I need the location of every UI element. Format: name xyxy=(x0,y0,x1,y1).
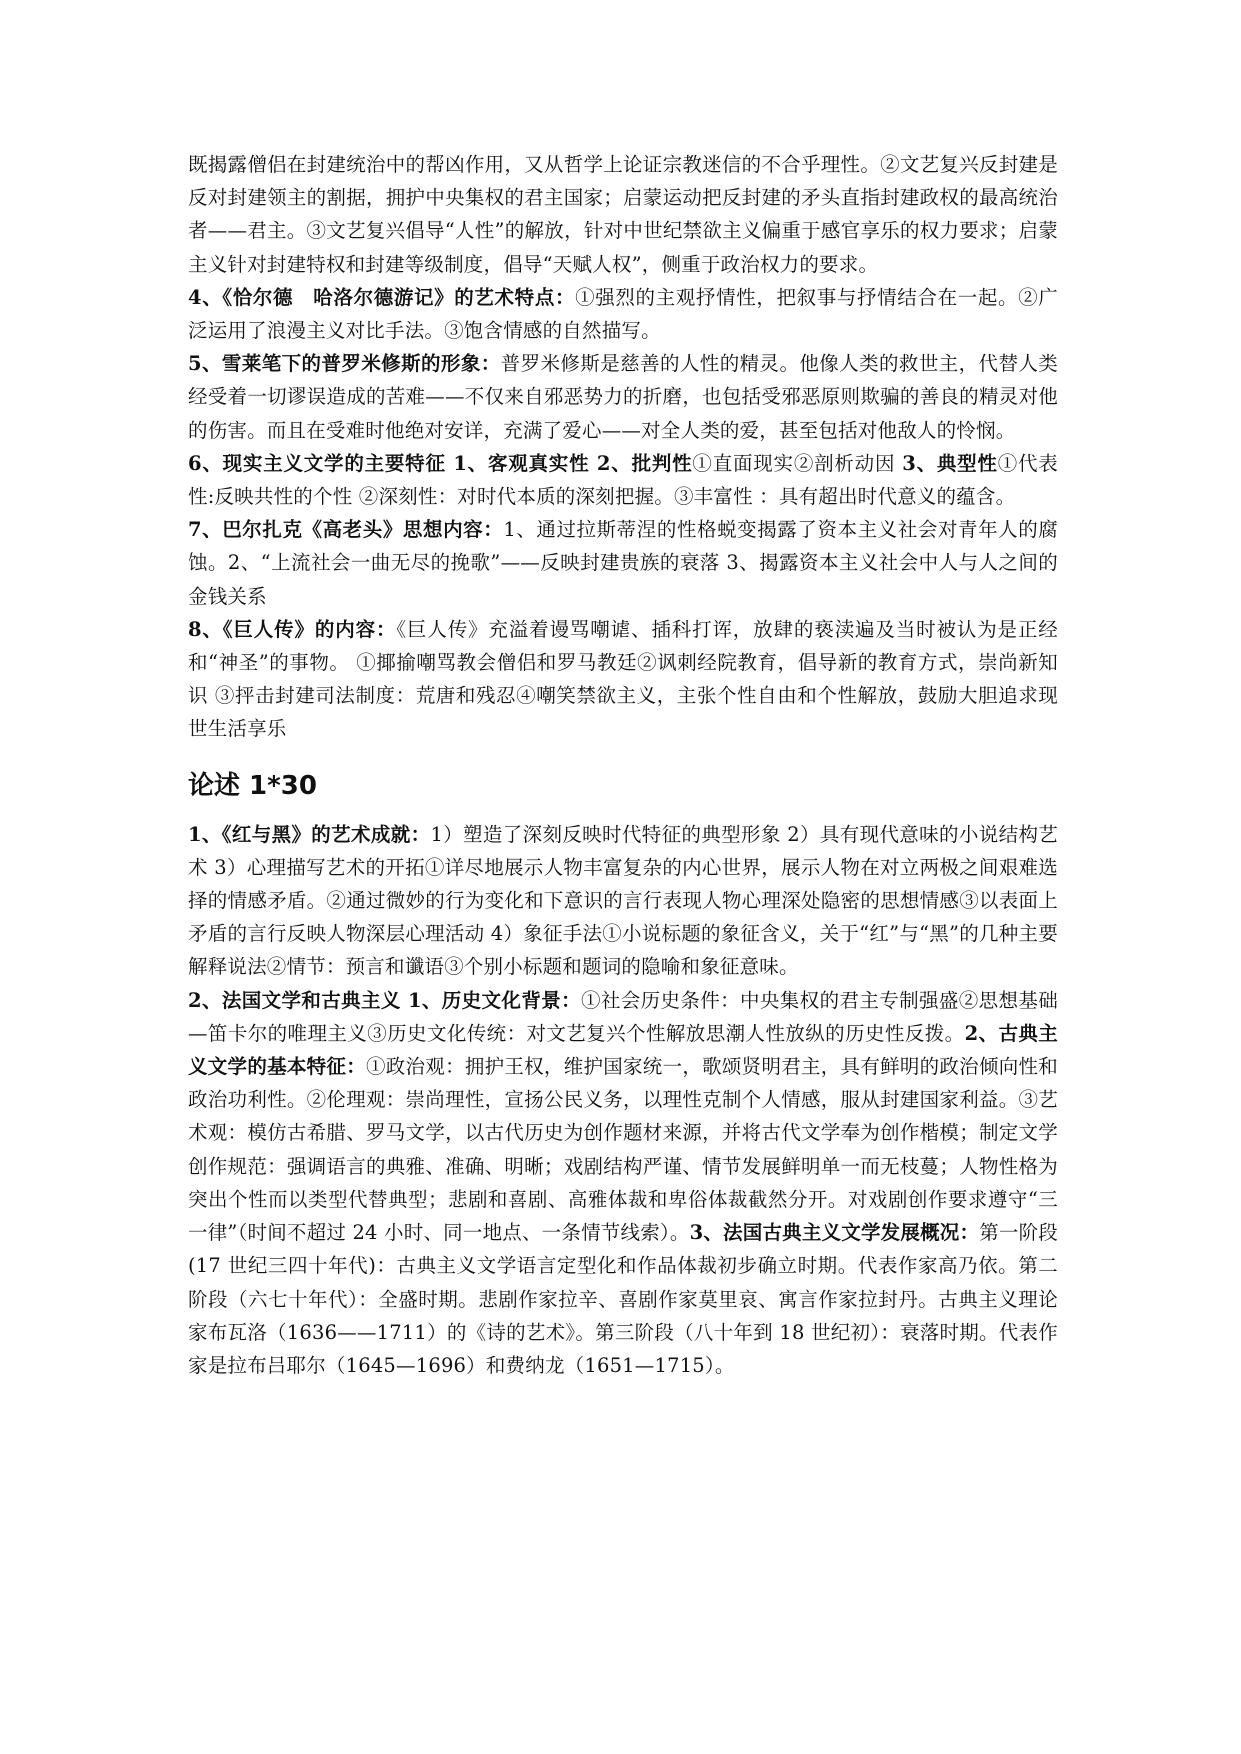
essay-2-title: 2、法国文学和古典主义 1、历史文化背景： xyxy=(188,988,581,1012)
item-5-body: 普罗米修斯是慈善的人性的精灵。他像人类的救世主，代替人类经受着一切谬误造成的苦难——不仅来自邪恶势力的折磨，也包括受邪恶原则欺骗的善良的精灵对他的伤害。而且在受难时他绝对安详，充满了爱心——对全人类的爱，甚至包括对他敌人的怜悯。 xyxy=(188,352,1058,442)
item-8-body: 《巨人传》充溢着谩骂嘲谑、插科打诨，放肆的亵渎遍及当时被认为是正经和“神圣”的事物。 ①揶揄嘲骂教会僧侣和罗马教廷②讽刺经院教育，倡导新的教育方式，崇尚新知识 ③抨击封建司法制度：荒唐和残忍④嘲笑禁欲主义，主张个性自由和个性解放，鼓励大胆追求现世生活享乐 xyxy=(188,617,1058,741)
paragraph-item-8 xyxy=(188,613,1058,746)
essay-2-body-1: ①社会历史条件：中央集权的君主专制强盛②思想基础—笛卡尔的唯理主义③历史文化传统：对文艺复兴个性解放思潮人性放纵的历史性反拨。 xyxy=(188,988,1058,1045)
essay-2-bold-3: 3、法国古典主义文学发展概况： xyxy=(689,1221,980,1245)
item-6-body-1: ①直面现实②剖析动因 xyxy=(692,451,903,475)
item-7-body: 1、通过拉斯蒂涅的性格蜕变揭露了资本主义社会对青年人的腐蚀。2、“上流社会一曲无尽的挽歌”——反映封建贵族的衰落 3、揭露资本主义社会中人与人之间的金钱关系 xyxy=(188,518,1058,608)
section-heading: 论述 1*30 xyxy=(188,770,317,801)
item-4-body: ①强烈的主观抒情性，把叙事与抒情结合在一起。②广泛运用了浪漫主义对比手法。③饱含情感的自然描写。 xyxy=(188,285,1058,343)
paragraph-item-6 xyxy=(188,447,1058,513)
item-6-body-2: ①代表性:反映共性的个性 ②深刻性：对时代本质的深刻把握。③丰富性 ：具有超出时代意义的蕴含。 xyxy=(188,451,1058,509)
essay-2-bold-2: 2、古典主义文学的基本特征： xyxy=(188,1021,1058,1079)
essay-2-body-3: 第一阶段(17 世纪三四十年代)：古典主义文学语言定型化和作品体裁初步确立时期。代表作家高乃依。第二阶段（六七十年代）：全盛时期。悲剧作家拉辛、喜剧作家莫里哀、寓言作家拉封丹。古典主义理论家布瓦洛（1636——1711）的《诗的艺术》。第三阶段（八十年到 18 世纪初）：衰落时期。代表作家是拉布吕耶尔（1645—1696）和费纳龙（1651—1715）。 xyxy=(188,1221,1058,1377)
essay-2-body-2: ①政治观：拥护王权，维护国家统一，歌颂贤明君主，具有鲜明的政治倾向性和政治功利性。②伦理观：崇尚理性，宣扬公民义务，以理性克制个人情感，服从封建国家利益。③艺术观：模仿古希腊、罗马文学，以古代历史为创作题材来源，并将古代文学奉为创作楷模；制定文学创作规范：强调语言的典雅、准确、明晰；戏剧结构严谨、情节发展鲜明单一而无枝蔓；人物性格为突出个性而以类型代替典型；悲剧和喜剧、高雅体裁和卑俗体裁截然分开。对戏剧创作要求遵守“三一律”（时间不超过 24 小时、同一地点、一条情节线索）。 xyxy=(188,1055,1058,1245)
paragraph-text: 既揭露僧侣在封建统治中的帮凶作用，又从哲学上论证宗教迷信的不合乎理性。②文艺复兴反封建是反对封建领主的割据，拥护中央集权的君主国家；启蒙运动把反封建的矛头直指封建政权的最高统治者——君主。③文艺复兴倡导“人性”的解放，针对中世纪禁欲主义偏重于感官享乐的权力要求；启蒙主义针对封建特权和封建等级制度，倡导“天赋人权”，侧重于政治权力的要求。 xyxy=(188,153,1058,276)
paragraph-continuation xyxy=(188,148,1058,281)
item-7-title: 7、巴尔扎克《高老头》思想内容： xyxy=(188,518,504,542)
item-4-title: 4、《恰尔德 哈洛尔德游记》的艺术特点： xyxy=(188,285,576,309)
paragraph-item-4 xyxy=(188,281,1058,347)
document-page xyxy=(188,148,1058,1382)
essay-item-2 xyxy=(188,984,1058,1382)
essay-item-1 xyxy=(188,818,1058,984)
item-8-title: 8、《巨人传》的内容： xyxy=(188,617,397,641)
item-6-bold-2: 3、典型性 xyxy=(902,451,998,475)
item-6-title: 6、现实主义文学的主要特征 1、客观真实性 2、批判性 xyxy=(188,451,693,475)
essay-1-title: 1、《红与黑》的艺术成就： xyxy=(188,822,431,846)
paragraph-item-5 xyxy=(188,347,1058,447)
item-5-title: 5、雪莱笔下的普罗米修斯的形象： xyxy=(188,352,501,376)
essay-1-body: 1）塑造了深刻反映时代特征的典型形象 2）具有现代意味的小说结构艺术 3）心理描写艺术的开拓①详尽地展示人物丰富复杂的内心世界，展示人物在对立两极之间艰难选择的情感矛盾。②通过微妙的行为变化和下意识的言行表现人物心理深处隐密的思想情感③以表面上矛盾的言行反映人物深层心理活动 4）象征手法①小说标题的象征含义，关于“红”与“黑”的几种主要解释说法②情节：预言和谶语③个别小标题和题词的隐喻和象征意味。 xyxy=(188,822,1058,979)
paragraph-item-7 xyxy=(188,513,1058,613)
